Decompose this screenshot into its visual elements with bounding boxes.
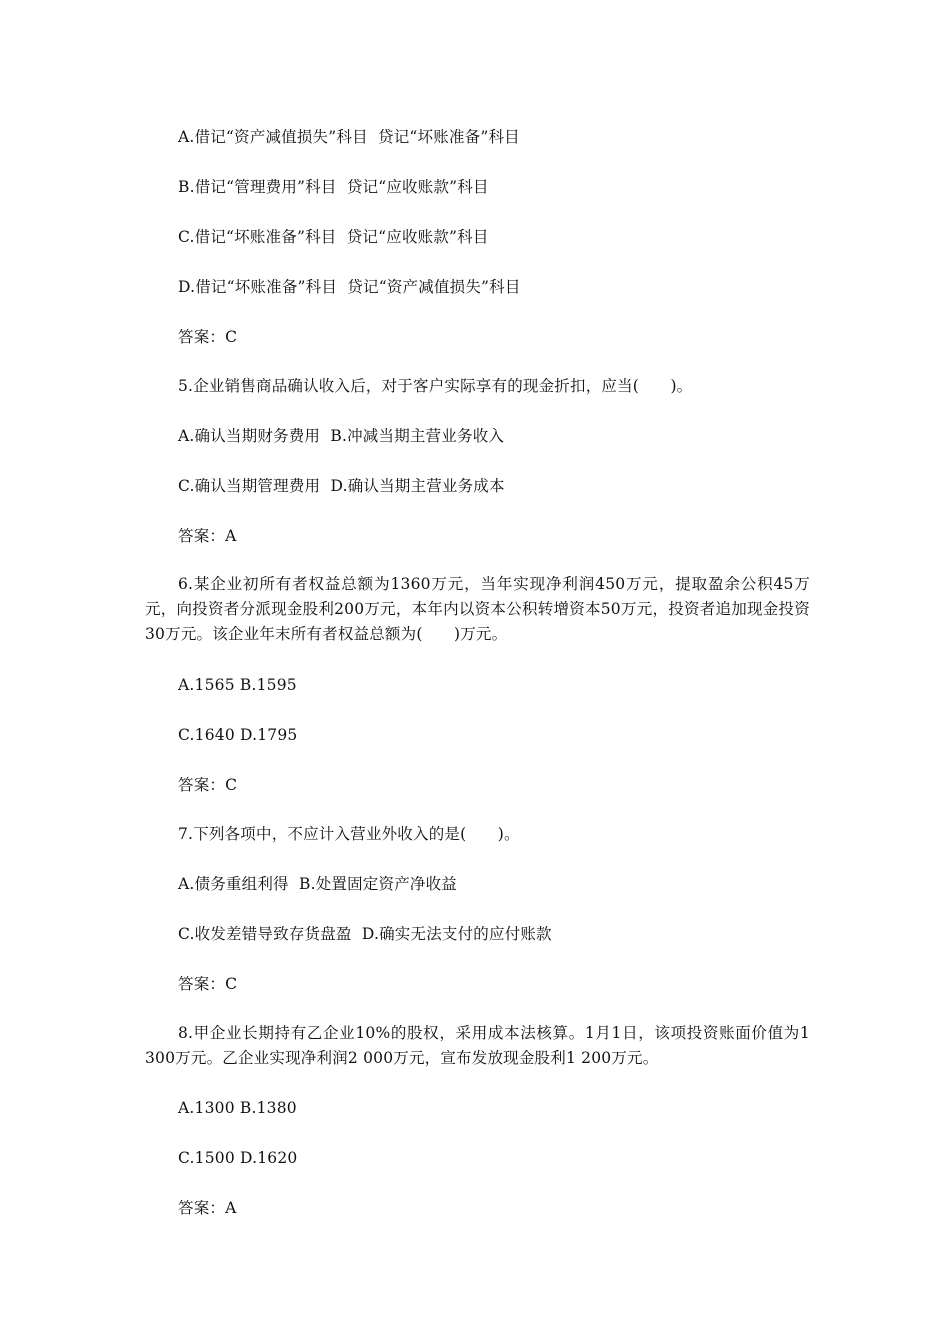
- options-ab-q7: A.债务重组利得 B.处置固定资产净收益: [178, 875, 457, 893]
- question-7: 7.下列各项中，不应计入营业外收入的是( )。: [178, 825, 520, 843]
- answer-q4: 答案：C: [178, 328, 238, 346]
- answer-q6: 答案：C: [178, 776, 238, 794]
- options-cd-q5: C.确认当期管理费用 D.确认当期主营业务成本: [178, 477, 505, 495]
- option-c-q4: C.借记“坏账准备”科目 贷记“应收账款”科目: [178, 228, 489, 246]
- options-ab-q6: A.1565 B.1595: [178, 676, 297, 694]
- question-5: 5.企业销售商品确认收入后，对于客户实际享有的现金折扣，应当( )。: [178, 377, 693, 395]
- options-ab-q8: A.1300 B.1380: [178, 1099, 297, 1117]
- answer-q7: 答案：C: [178, 975, 238, 993]
- question-8: 8.甲企业长期持有乙企业10%的股权，采用成本法核算。1月1日，该项投资账面价值为1 300万元。乙企业实现净利润2 000万元，宣布发放现金股利1 200万元。: [145, 1024, 810, 1067]
- options-cd-q7: C.收发差错导致存货盘盈 D.确实无法支付的应付账款: [178, 925, 552, 943]
- options-cd-q8: C.1500 D.1620: [178, 1149, 298, 1167]
- option-d-q4: D.借记“坏账准备”科目 贷记“资产减值损失”科目: [178, 278, 521, 296]
- options-ab-q5: A.确认当期财务费用 B.冲减当期主营业务收入: [178, 427, 505, 445]
- answer-q5: 答案：A: [178, 527, 237, 545]
- option-a-q4: A.借记“资产减值损失”科目 贷记“坏账准备”科目: [178, 128, 520, 146]
- option-b-q4: B.借记“管理费用”科目 贷记“应收账款”科目: [178, 178, 489, 196]
- answer-q8: 答案：A: [178, 1199, 237, 1217]
- question-6: 6.某企业初所有者权益总额为1360万元，当年实现净利润450万元，提取盈余公积45万元，向投资者分派现金股利200万元，本年内以资本公积转增资本50万元，投资者追加现金投资30万元。该企业年末所有者权益总额为( )万元。: [145, 575, 810, 643]
- options-cd-q6: C.1640 D.1795: [178, 726, 298, 744]
